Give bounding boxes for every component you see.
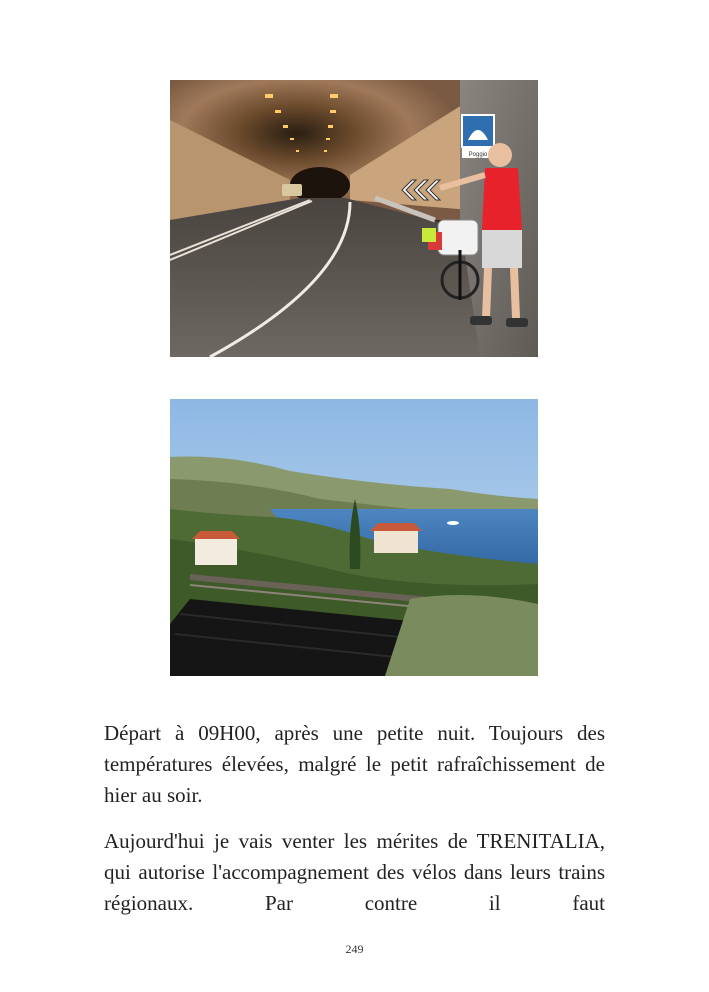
tunnel-sign-text: Poggio [468, 152, 488, 158]
page-number: 249 [345, 942, 364, 956]
paragraph-text: Aujourd'hui je vais venter les mérites de TRENITALIA, qui autorise l'accompagnement des vélos dans leurs trains régionaux. Par contre il faut [104, 829, 605, 915]
paragraph-2 [104, 826, 605, 919]
paragraph-text: Départ à 09H00, après une petite nuit. Toujours des températures élevées, malgré le petit rafraîchissement de hier au soir. [104, 721, 605, 807]
coast-photo-drawing [170, 399, 538, 676]
paragraph-1 [104, 718, 605, 811]
tunnel-photo [170, 80, 538, 357]
coast-photo [170, 399, 538, 676]
tunnel-photo-drawing [170, 80, 538, 357]
